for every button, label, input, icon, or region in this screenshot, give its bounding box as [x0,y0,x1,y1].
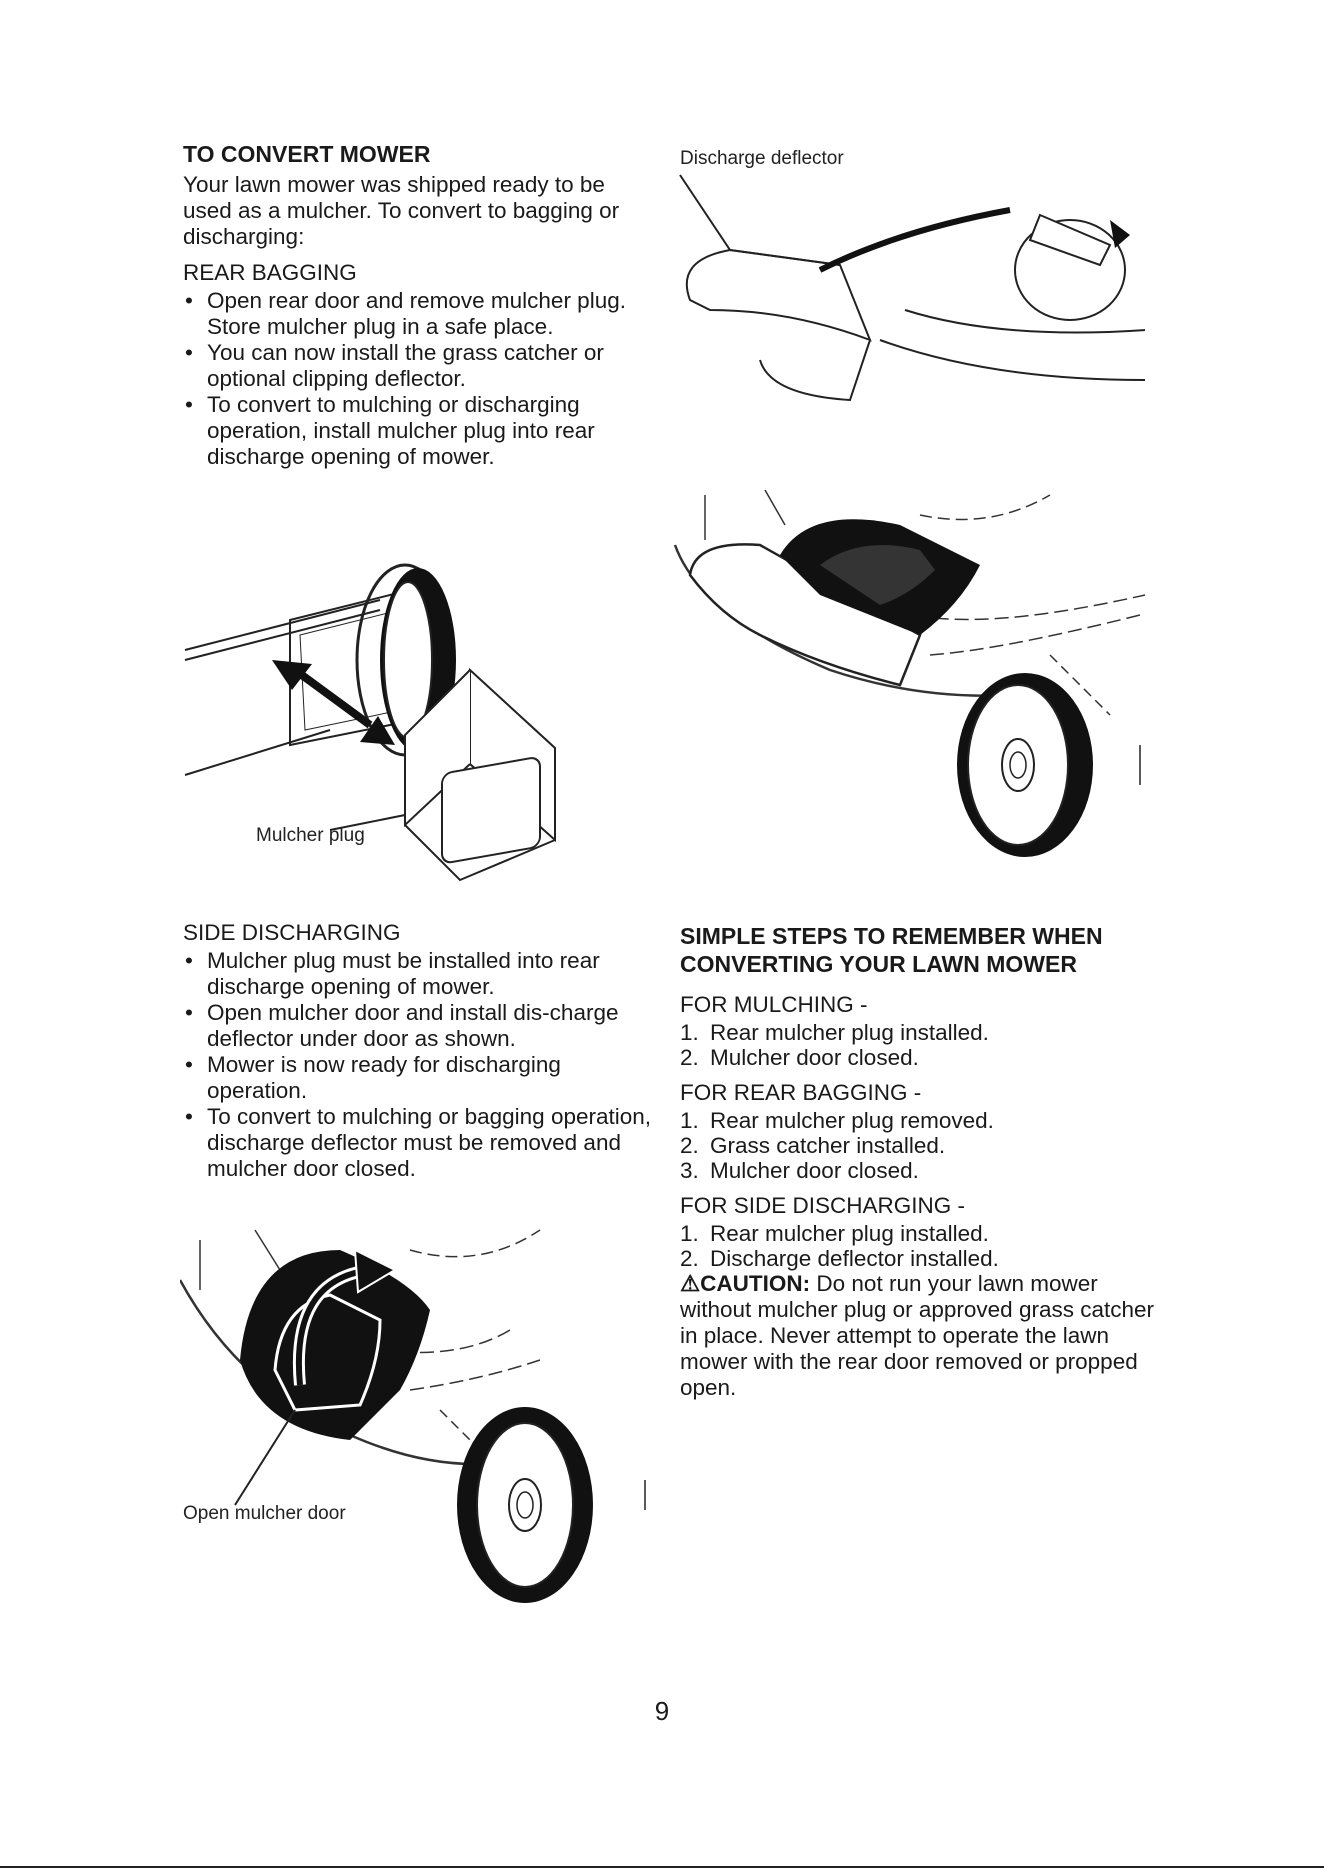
rear-bagging-steps [680,1108,1160,1183]
simple-steps-heading: SIMPLE STEPS TO REMEMBER WHEN CONVERTING YOUR LAWN MOWER [680,923,1103,977]
side-discharging-list [183,948,653,1182]
side-discharging-section [183,920,653,1182]
page-number: 9 [654,1696,670,1726]
list-item: 2. Mulcher door closed. [680,1045,919,1070]
caution-note [680,1271,1160,1401]
mulcher-plug-figure [180,520,660,920]
list-item: • You can now install the grass catcher or optional clipping deflector. [185,340,604,391]
convert-heading: TO CONVERT MOWER [183,141,431,167]
caution-label: CAUTION: [700,1271,811,1296]
side-discharging-heading: SIDE DISCHARGING [183,920,401,945]
list-item: 2. Discharge deflector installed. [680,1246,999,1271]
mulching-group-title: FOR MULCHING - [680,992,868,1017]
rear-bagging-heading: REAR BAGGING [183,260,357,285]
bullet-dot: • [185,1104,193,1129]
bullet-dot: • [185,340,193,365]
bullet-dot: • [185,948,193,973]
side-discharging-group-title: FOR SIDE DISCHARGING - [680,1193,966,1218]
list-item: • Open rear door and remove mulcher plug. Store mulcher plug in a safe place. [185,288,626,339]
open-mulcher-door-caption: Open mulcher door [183,1503,346,1524]
discharge-deflector-caption: Discharge deflector [680,148,844,169]
mower-rear-figure [670,485,1150,865]
convert-intro: Your lawn mower was shipped ready to be used as a mulcher. To convert to bagging or discharging: [183,172,620,249]
caution-text: Do not run your lawn mower without mulcher plug or approved grass catcher in place. Never attempt to operate the lawn mower with the rear door removed or propped open. [680,1271,1154,1400]
bullet-dot: • [185,392,193,417]
bottom-rule [0,1866,1324,1868]
bullet-dot: • [185,1000,193,1025]
discharge-deflector-figure [670,170,1150,430]
list-item: • To convert to mulching or discharging operation, install mulcher plug into rear discharge opening of mower. [185,392,595,469]
list-item: 2. Grass catcher installed. [680,1133,946,1158]
list-item: 3. Mulcher door closed. [680,1158,919,1183]
list-item: • Open mulcher door and install dis-charge deflector under door as shown. [185,1000,619,1051]
mulching-steps [680,1020,1160,1070]
simple-steps-section [680,922,1160,1401]
list-item: • Mower is now ready for discharging operation. [185,1052,561,1103]
open-mulcher-door-figure [180,1210,660,1610]
list-item: • To convert to mulching or bagging operation, discharge deflector must be removed and mulcher door closed. [185,1104,652,1181]
list-item: 1. Rear mulcher plug installed. [680,1221,989,1246]
bullet-dot: • [185,1052,193,1077]
list-item: 1. Rear mulcher plug installed. [680,1020,989,1045]
left-column [183,140,653,470]
rear-bagging-list [183,288,653,470]
list-item: 1. Rear mulcher plug removed. [680,1108,994,1133]
mulcher-plug-caption: Mulcher plug [256,825,365,846]
side-discharging-steps [680,1221,1160,1271]
rear-bagging-group-title: FOR REAR BAGGING - [680,1080,922,1105]
bullet-dot: • [185,288,193,313]
list-item: • Mulcher plug must be installed into rear discharge opening of mower. [185,948,600,999]
warning-triangle-icon: ⚠ [680,1271,701,1296]
